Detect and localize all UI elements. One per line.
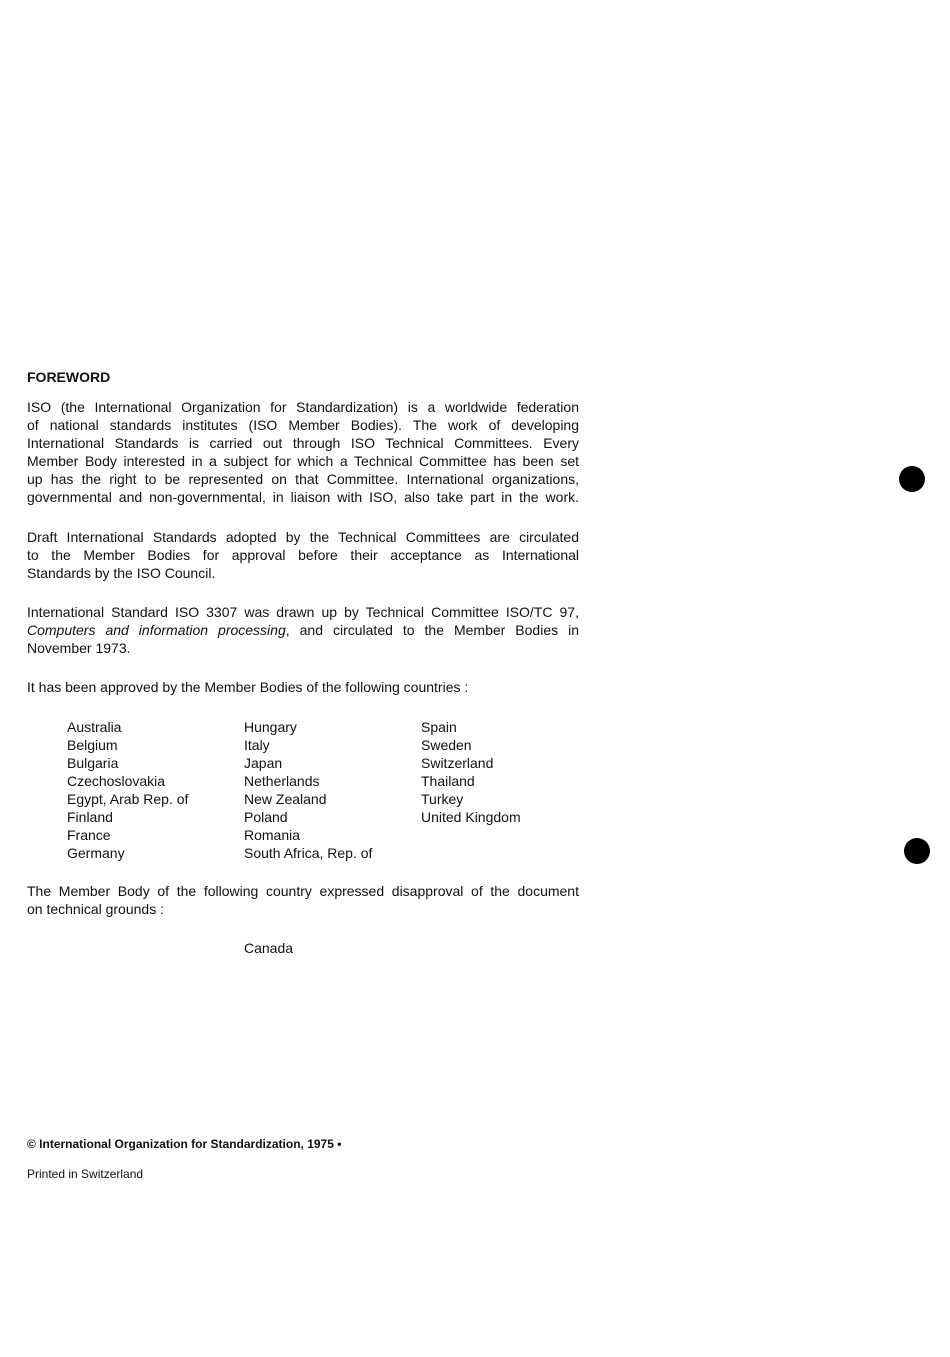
- country: Italy: [244, 737, 270, 753]
- country: Germany: [67, 845, 125, 861]
- countries-column-1: [67, 718, 188, 862]
- text-line: Member Body interested in a subject for which a Technical Committee has been set: [27, 453, 579, 469]
- country: Poland: [244, 809, 288, 825]
- text-line: The Member Body of the following country expressed disapproval of the document: [27, 883, 579, 899]
- country: Belgium: [67, 737, 118, 753]
- text-line: [27, 621, 579, 639]
- text-line: International Standard ISO 3307 was drawn up by Technical Committee ISO/TC 97,: [27, 604, 579, 620]
- country: Hungary: [244, 719, 297, 735]
- page-title: FOREWORD: [27, 369, 111, 385]
- text-line: International Standards is carried out through ISO Technical Committees. Every: [27, 435, 579, 451]
- text-line: of national standards institutes (ISO Member Bodies). The work of developing: [27, 417, 579, 433]
- text-line: Standards by the ISO Council.: [27, 565, 216, 581]
- country: Switzerland: [421, 755, 494, 771]
- country: Turkey: [421, 791, 464, 807]
- approval-intro: It has been approved by the Member Bodies of the following countries :: [27, 679, 469, 695]
- country: Romania: [244, 827, 301, 843]
- country: Japan: [244, 755, 283, 771]
- text-fragment: , and circulated to the Member Bodies in: [285, 622, 579, 638]
- country: Sweden: [421, 737, 472, 753]
- country: United Kingdom: [421, 809, 521, 825]
- text-line: Draft International Standards adopted by the Technical Committees are circulated: [27, 529, 579, 545]
- country: Australia: [67, 719, 122, 735]
- country: Bulgaria: [67, 755, 119, 771]
- countries-column-3: [421, 718, 521, 826]
- country: Thailand: [421, 773, 475, 789]
- text-line: ISO (the International Organization for Standardization) is a worldwide federation: [27, 399, 579, 415]
- copyright-notice: © International Organization for Standardization, 1975 •: [27, 1137, 342, 1151]
- country: Spain: [421, 719, 457, 735]
- text-line: up has the right to be represented on that Committee. International organizations,: [27, 471, 579, 487]
- country: France: [67, 827, 111, 843]
- country: South Africa, Rep. of: [244, 845, 373, 861]
- text-line: November 1973.: [27, 640, 131, 656]
- country: Netherlands: [244, 773, 320, 789]
- countries-column-2: [244, 718, 372, 862]
- paragraph-standard: [27, 603, 579, 657]
- punch-hole-dot: [899, 466, 925, 492]
- committee-title: Computers and information processing: [27, 622, 286, 638]
- paragraph-intro: [27, 398, 579, 506]
- country: Egypt, Arab Rep. of: [67, 791, 189, 807]
- punch-hole-dot: [904, 838, 930, 864]
- text-line: on technical grounds :: [27, 901, 164, 917]
- text-line: governmental and non-governmental, in liaison with ISO, also take part in the work.: [27, 489, 579, 505]
- disapproval-paragraph: [27, 882, 579, 918]
- disapproving-country: Canada: [244, 940, 294, 956]
- country: Finland: [67, 809, 113, 825]
- printed-notice: Printed in Switzerland: [27, 1167, 144, 1181]
- text-line: to the Member Bodies for approval before their acceptance as International: [27, 547, 579, 563]
- country: Czechoslovakia: [67, 773, 166, 789]
- country: New Zealand: [244, 791, 327, 807]
- paragraph-drafts: [27, 528, 579, 582]
